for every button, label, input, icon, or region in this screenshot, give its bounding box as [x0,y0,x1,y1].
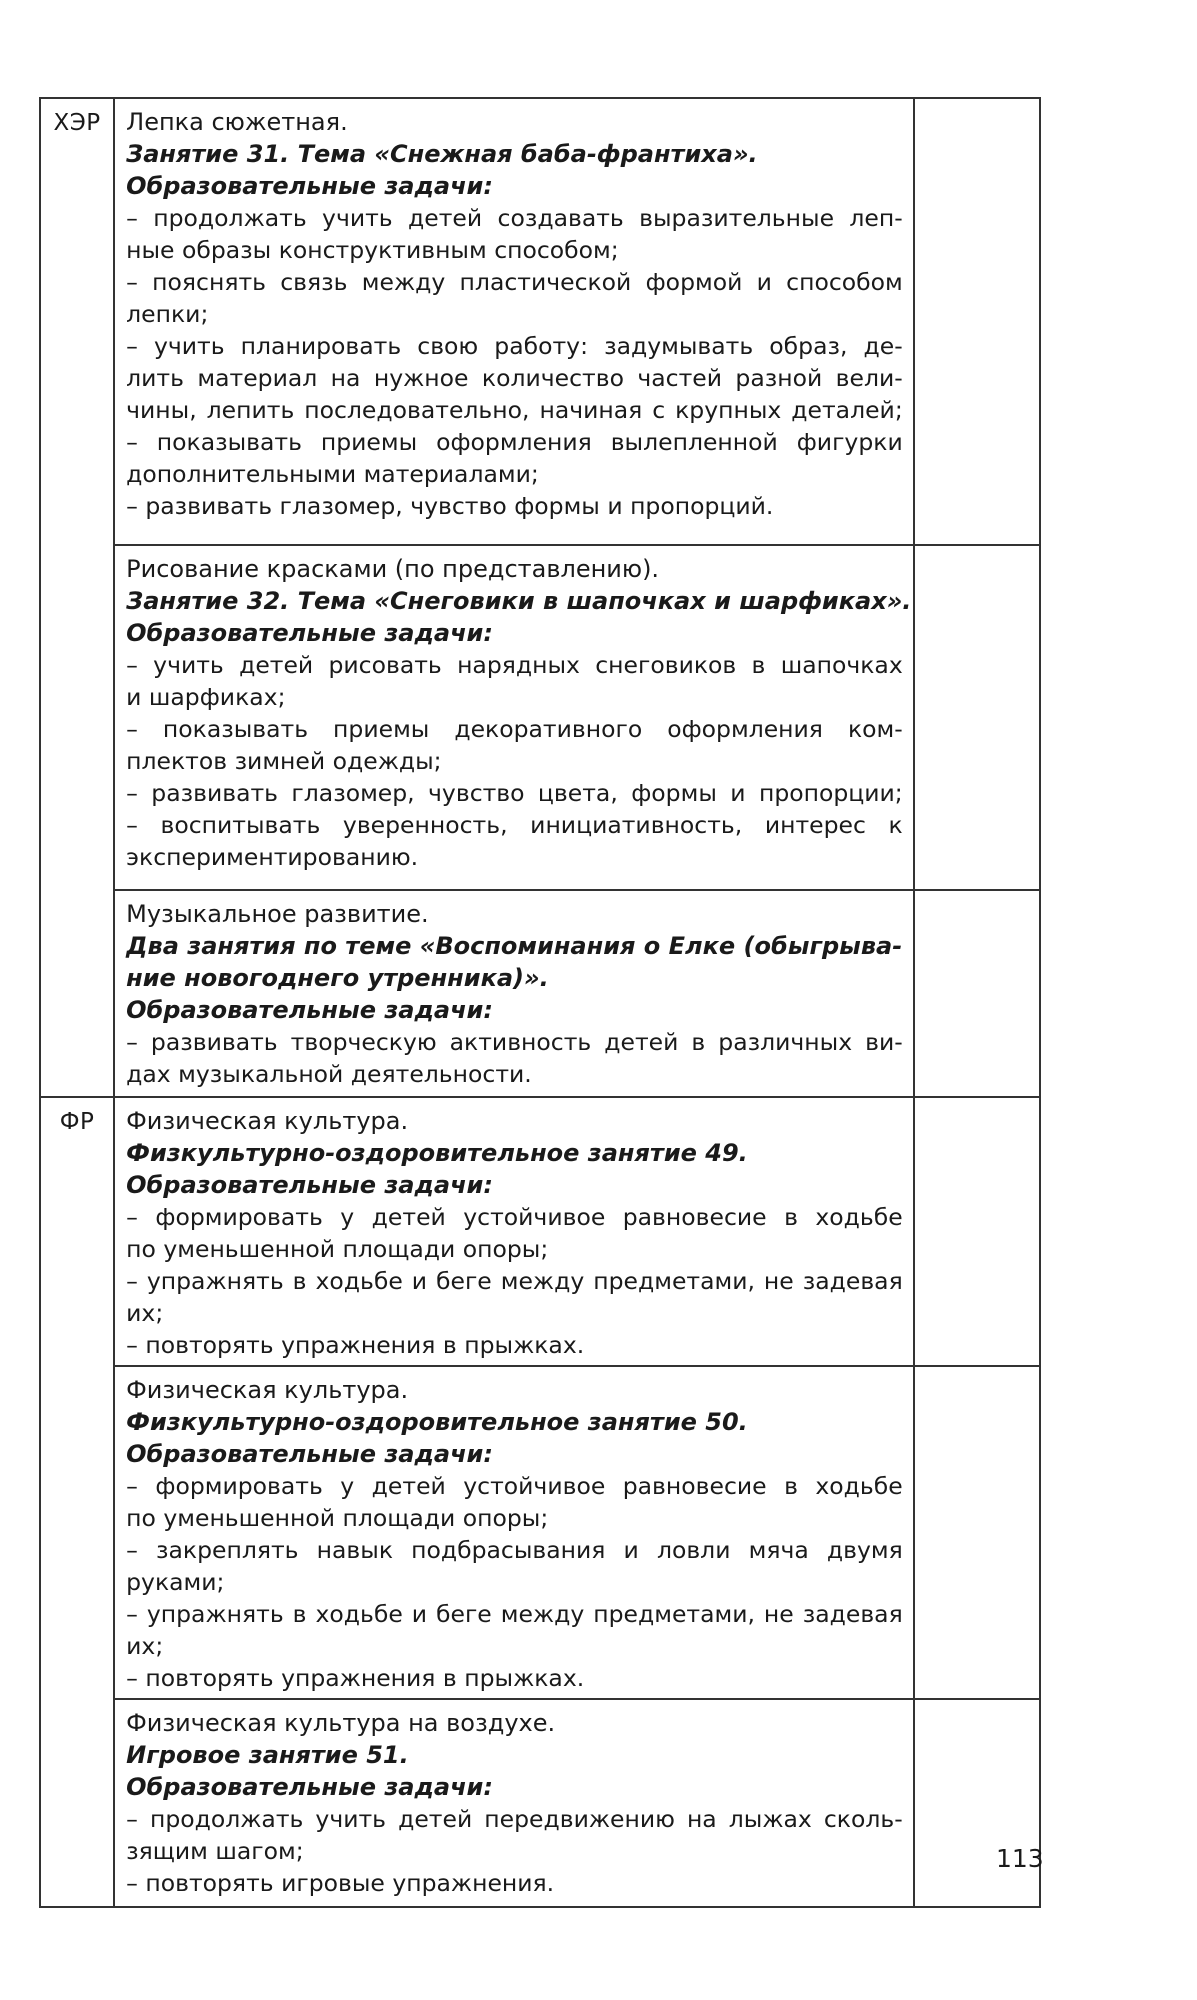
content-cell [114,890,914,1097]
task-line: – показывать приемы оформления вылепленной фигурки [126,428,903,456]
lesson-topic: Физкультурно-оздоровительное занятие 49. [126,1139,748,1167]
task-line: – воспитывать уверенность, инициативность, интерес к [126,811,903,839]
task-line: дах музыкальной деятельности. [126,1060,532,1088]
notes-cell [914,98,1040,545]
section-title: Музыкальное развитие. [126,900,429,928]
task-line: зящим шагом; [126,1837,304,1865]
task-line: – развивать глазомер, чувство формы и пропорций. [126,492,774,520]
tasks-label: Образовательные задачи: [126,619,493,647]
tasks-label: Образовательные задачи: [126,1440,493,1468]
notes-cell [914,1097,1040,1366]
task-line: – формировать у детей устойчивое равновесие в ходьбе [126,1203,903,1231]
lesson-block [115,1367,913,1698]
table-row [40,98,1040,545]
tasks-label: Образовательные задачи: [126,996,493,1024]
lesson-topic: Игровое занятие 51. [126,1741,409,1769]
task-line: лить материал на нужное количество частей разной вели- [126,364,903,392]
task-line: – учить детей рисовать нарядных снеговиков в шапочках [126,651,903,679]
task-line: экспериментированию. [126,843,419,871]
lesson-topic: Физкультурно-оздоровительное занятие 50. [126,1408,748,1436]
lesson-block [115,891,913,1094]
task-line: – развивать глазомер, чувство цвета, формы и пропорции; [126,779,903,807]
task-line: по уменьшенной площади опоры; [126,1235,549,1263]
table-row [40,890,1040,1097]
area-cell [40,98,114,1097]
section-title: Физическая культура. [126,1376,409,1404]
content-cell [114,1366,914,1699]
tasks-label: Образовательные задачи: [126,172,493,200]
section-title: Физическая культура. [126,1107,409,1135]
task-line: – повторять упражнения в прыжках. [126,1664,585,1692]
lesson-block [115,1700,913,1903]
section-title: Физическая культура на воздухе. [126,1709,556,1737]
lesson-topic: Занятие 32. Тема «Снеговики в шапочках и шарфиках». [126,587,912,615]
notes-cell [914,545,1040,890]
task-line: дополнительными материалами; [126,460,539,488]
lesson-block [115,546,913,877]
content-cell [114,1699,914,1907]
table-row [40,545,1040,890]
page-number: 113 [996,1844,1044,1873]
task-line: плектов зимней одежды; [126,747,442,775]
task-line: – учить планировать свою работу: задумывать образ, де- [126,332,903,360]
activities-table [39,97,1041,1908]
lesson-topic: Занятие 31. Тема «Снежная баба-франтиха». [126,140,758,168]
task-line: ные образы конструктивным способом; [126,236,619,264]
task-line: и шарфиках; [126,683,286,711]
notes-cell [914,890,1040,1097]
task-line: – продолжать учить детей создавать выразительные леп- [126,204,903,232]
section-title: Рисование красками (по представлению). [126,555,660,583]
content-cell [114,545,914,890]
task-line: – повторять упражнения в прыжках. [126,1331,585,1359]
task-line: лепки; [126,300,209,328]
lesson-block [115,99,913,526]
notes-cell [914,1699,1040,1907]
task-line: по уменьшенной площади опоры; [126,1504,549,1532]
lesson-block [115,1098,913,1365]
content-cell [114,98,914,545]
content-cell [114,1097,914,1366]
task-line: – продолжать учить детей передвижению на лыжах сколь- [126,1805,903,1833]
task-line: – развивать творческую активность детей в различных ви- [126,1028,903,1056]
task-line: – пояснять связь между пластической формой и способом [126,268,903,296]
table-row [40,1366,1040,1699]
task-line: – показывать приемы декоративного оформления ком- [126,715,903,743]
task-line: руками; [126,1568,225,1596]
table-row [40,1097,1040,1366]
area-cell [40,1097,114,1907]
task-line: – формировать у детей устойчивое равновесие в ходьбе [126,1472,903,1500]
table-row [40,1699,1040,1907]
task-line: чины, лепить последовательно, начиная с крупных деталей; [126,396,903,424]
area-label: ФР [59,1109,95,1135]
tasks-label: Образовательные задачи: [126,1171,493,1199]
task-line: – упражнять в ходьбе и беге между предметами, не задевая их; [126,1267,903,1327]
tasks-label: Образовательные задачи: [126,1773,493,1801]
lesson-topic: ние новогоднего утренника)». [126,964,549,992]
activities-table-body [40,98,1040,1907]
area-label: ХЭР [53,110,101,136]
lesson-topic: Два занятия по теме «Воспоминания о Елке (обыгрыва- [126,932,903,960]
task-line: – закреплять навык подбрасывания и ловли мяча двумя [126,1536,903,1564]
task-line: – упражнять в ходьбе и беге между предметами, не задевая их; [126,1600,903,1660]
notes-cell [914,1366,1040,1699]
section-title: Лепка сюжетная. [126,108,348,136]
task-line: – повторять игровые упражнения. [126,1869,555,1897]
